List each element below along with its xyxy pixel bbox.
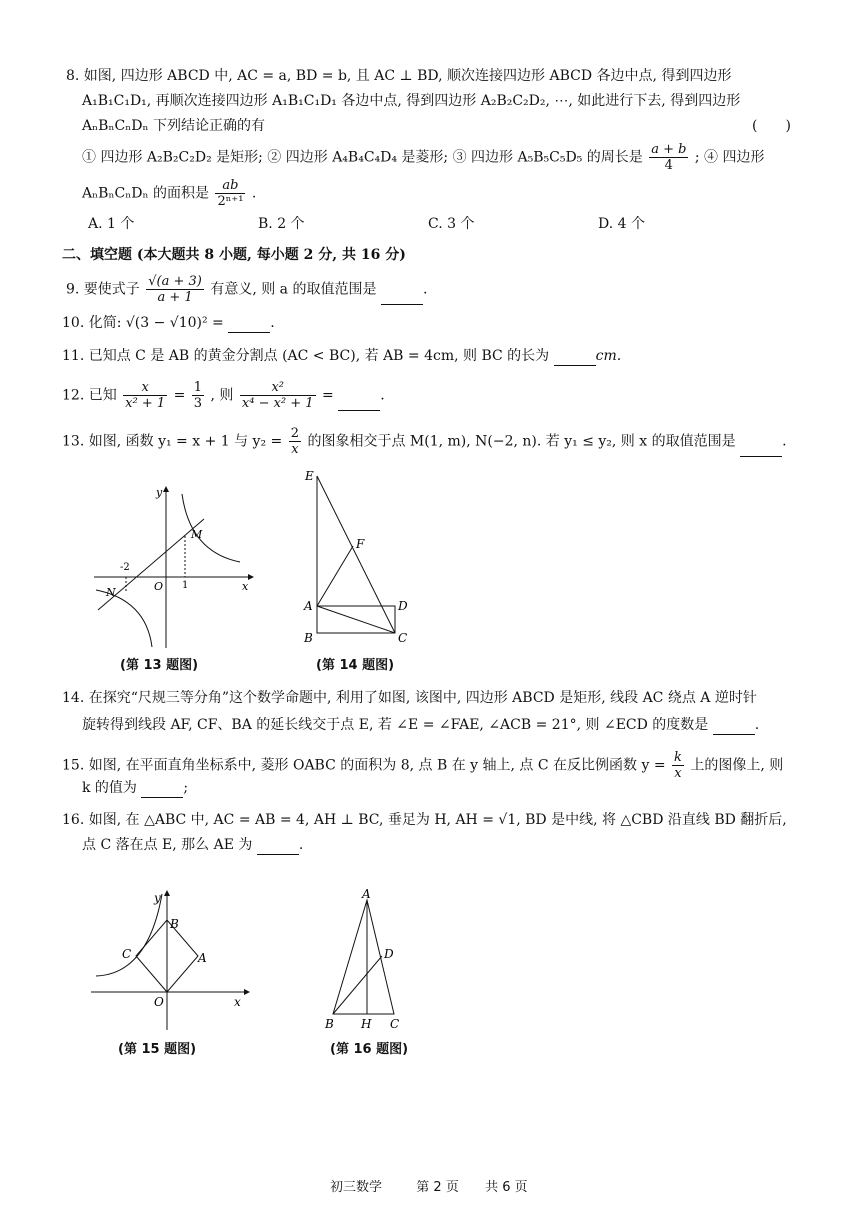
q15-line1: 15. 如图, 在平面直角坐标系中, 菱形 OABC 的面积为 8, 点 B 在 y 轴上, 点 C 在反比例函数 y = $\frac{k}{x}$ 上的图像上, 则 bbox=[62, 750, 784, 781]
q13-answer-blank[interactable] bbox=[740, 442, 782, 457]
q16-line2: 点 C 落在点 E, 那么 AE 为 . bbox=[82, 837, 304, 853]
fig16-label-a: A bbox=[362, 887, 371, 901]
q15-answer-blank[interactable] bbox=[141, 783, 183, 798]
q8-fraction-area: $\frac{ab}{\text{2ⁿ⁺¹}}$ bbox=[217, 178, 244, 209]
fig13-label-neg2: -2 bbox=[120, 562, 130, 573]
q8-option-b: B. 2 个 bbox=[258, 216, 305, 232]
page-footer bbox=[330, 1178, 528, 1198]
q10-answer-blank[interactable] bbox=[228, 318, 270, 333]
q14-line1: 14. 在探究“尺规三等分角”这个数学命题中, 利用了如图, 该图中, 四边形 ABCD 是矩形, 线段 AC 绕点 A 逆时针 bbox=[62, 690, 757, 706]
q8-statements-1-3: ① 四边形 A₂B₂C₂D₂ 是矩形; ② 四边形 A₄B₄C₄D₄ 是菱形; ③ 四边形 A₅B₅C₅D₅ 的周长是 bbox=[82, 149, 643, 166]
fig13-label-x: x bbox=[242, 580, 249, 593]
fig14-label-d: D bbox=[398, 599, 408, 613]
median-bd bbox=[333, 956, 382, 1014]
q9-answer-blank[interactable] bbox=[381, 290, 423, 305]
x-axis-arrow-icon bbox=[248, 574, 254, 580]
x-axis-arrow-icon bbox=[244, 989, 250, 995]
fig14-label-b: B bbox=[304, 631, 313, 645]
q14-answer-blank[interactable] bbox=[713, 720, 755, 735]
q8-fraction-perimeter: $\frac{a + b}{4}$ bbox=[651, 142, 687, 173]
fig15-label-c: C bbox=[122, 947, 132, 961]
q8-line1: 8. 如图, 四边形 ABCD 中, AC = a, BD = b, 且 AC ⊥ BD, 顺次连接四边形 ABCD 各边中点, 得到四边形 bbox=[66, 68, 732, 84]
q11-answer-blank[interactable] bbox=[554, 351, 596, 366]
fig15-label-b: B bbox=[170, 917, 179, 931]
q8-option-d: D. 4 个 bbox=[598, 216, 645, 232]
q8-statements-line bbox=[82, 142, 765, 173]
q15-line2: k 的值为 ; bbox=[82, 780, 189, 796]
q12-answer-blank[interactable] bbox=[338, 396, 380, 411]
q16-line1: 16. 如图, 在 △ABC 中, AC = AB = 4, AH ⊥ BC, 垂足为 H, AH = √1, BD 是中线, 将 △CBD 沿直线 BD 翻折后, bbox=[62, 812, 787, 828]
fig15-label-o: O bbox=[154, 995, 164, 1009]
hyperbola-branch-2 bbox=[96, 590, 152, 647]
figure-15 bbox=[88, 884, 253, 1034]
q8-area-line: AₙBₙCₙDₙ 的面积是 $\frac{ab}{\text{2ⁿ⁺¹}}$ . bbox=[82, 178, 257, 209]
q8-line2: A₁B₁C₁D₁, 再顺次连接四边形 A₁B₁C₁D₁ 各边中点, 得到四边形 A₂B₂C₂D₂, ⋯, 如此进行下去, 得到四边形 bbox=[82, 93, 741, 109]
q9: 9. 要使式子 $\frac{√(a + 3)}{a + 1}$ 有意义, 则 a 的取值范围是 . bbox=[66, 274, 428, 305]
y-axis-arrow-icon bbox=[164, 890, 170, 896]
q8-option-c: C. 3 个 bbox=[428, 216, 475, 232]
footer-subject: 初三数学 bbox=[330, 1180, 383, 1195]
fig14-label-c: C bbox=[398, 631, 408, 645]
fig16-label-h: H bbox=[361, 1017, 372, 1031]
q9-fraction: $\frac{√(a + 3)}{a + 1}$ bbox=[148, 274, 202, 305]
fig15-label-x: x bbox=[234, 995, 241, 1009]
fig13-label-m: M bbox=[191, 528, 203, 541]
fig14-label-a: A bbox=[304, 599, 313, 613]
fig16-label-d: D bbox=[384, 947, 394, 961]
footer-total-pages: 共 6 页 bbox=[485, 1180, 528, 1195]
fig14-label-f: F bbox=[356, 537, 365, 551]
caption-fig16: (第 16 题图) bbox=[330, 1042, 409, 1057]
fig15-label-a: A bbox=[198, 951, 207, 965]
q14-line2: 旋转得到线段 AF, CF、BA 的延长线交于点 E, 若 ∠E = ∠FAE, ∠ACB = 21°, 则 ∠ECD 的度数是 . bbox=[82, 717, 760, 733]
q8-area-text: AₙBₙCₙDₙ 的面积是 bbox=[82, 185, 210, 202]
segment-ec bbox=[317, 476, 395, 633]
caption-fig13: (第 13 题图) bbox=[120, 658, 199, 673]
q16-answer-blank[interactable] bbox=[257, 840, 299, 855]
q8-answer-paren: ( ) bbox=[752, 118, 791, 134]
q11: 11. 已知点 C 是 AB 的黄金分割点 (AC < BC), 若 AB = 4cm, 则 BC 的长为 cm. bbox=[62, 348, 622, 364]
q13: 13. 如图, 函数 y₁ = x + 1 与 y₂ = $\frac{2}{x}$ 的图象相交于点 M(1, m), N(−2, n). 若 y₁ ≤ y₂, 则 x 的取值范围是 . bbox=[62, 426, 787, 457]
hyperbola-curve bbox=[96, 894, 162, 976]
figure-16 bbox=[320, 886, 420, 1034]
fig13-label-y: y bbox=[156, 486, 163, 499]
fig13-label-1: 1 bbox=[182, 580, 189, 591]
fig16-label-b: B bbox=[325, 1017, 334, 1031]
q8-option-a: A. 1 个 bbox=[88, 216, 135, 232]
footer-page-number: 第 2 页 bbox=[416, 1180, 459, 1195]
caption-fig15: (第 15 题图) bbox=[118, 1042, 197, 1057]
section-heading-fill-in: 二、填空题 (本大题共 8 小题, 每小题 2 分, 共 16 分) bbox=[62, 247, 406, 263]
y-axis-arrow-icon bbox=[163, 486, 169, 492]
q10: 10. 化简: √(3 − √10)² = . bbox=[62, 315, 275, 331]
segment-af bbox=[317, 546, 353, 606]
fig13-label-n: N bbox=[106, 586, 116, 599]
caption-fig14: (第 14 题图) bbox=[316, 658, 395, 673]
q12: 12. 已知 $\frac{x}{\text{x² + 1}}$ = $\frac{1}{3}$ , 则 $\frac{\text{x²}}{\text{x⁴ − x² + 1}}$ = . bbox=[62, 380, 385, 411]
fig13-label-o: O bbox=[154, 580, 164, 593]
fig14-label-e: E bbox=[305, 469, 314, 483]
q8-statement-4: ; ④ 四边形 bbox=[694, 149, 765, 166]
fig16-label-c: C bbox=[390, 1017, 400, 1031]
q8-line3: AₙBₙCₙDₙ 下列结论正确的有 bbox=[82, 118, 266, 134]
figure-14 bbox=[300, 466, 420, 651]
figure-13 bbox=[90, 482, 255, 652]
fig15-label-y: y bbox=[154, 891, 161, 905]
